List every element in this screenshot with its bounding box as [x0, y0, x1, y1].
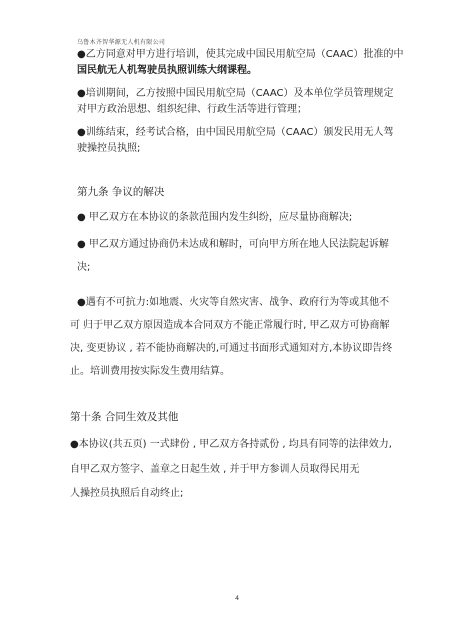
- section-9-line-1: ● 甲乙双方在本协议的条款范围内发生纠纷，应尽量协商解决;: [77, 212, 353, 223]
- section-10-title: 第十条 合同生效及其他: [70, 411, 179, 423]
- page-number: 4: [235, 594, 240, 602]
- section-8-line-3: ●培训期间，乙方按照中国民用航空局（CAAC）及本单位学员管理规定: [77, 88, 394, 99]
- section-9-line-6: 决, 变更协议 , 若不能协商解决的,可通过书面形式通知对方,本协议即告终: [70, 343, 393, 354]
- section-9-line-7: 止。培训费用按实际发生费用结算。: [70, 366, 230, 377]
- section-8-line-5: ●训练结束，经考试合格，由中国民用航空局（CAAC）颁发民用无人驾: [77, 127, 394, 138]
- section-10-line-2: 自甲乙双方签字、盖章之日起生效 , 并于甲方参训人员取得民用无: [70, 464, 360, 475]
- section-10-line-1: ●本协议(共五页) 一式肆份 , 甲乙双方各持贰份 , 均具有同等的法律效力,: [70, 439, 392, 450]
- section-9-line-2: ● 甲乙双方通过协商仍未达成和解时，可向甲方所在地人民法院起诉解: [77, 239, 389, 250]
- section-9-line-3: 决;: [77, 262, 91, 273]
- section-8-line-4: 对甲方政治思想、组织纪律、行政生活等进行管理；: [77, 104, 307, 115]
- section-9-title: 第九条 争议的解决: [77, 186, 165, 198]
- section-8-line-1: ●乙方同意对甲方进行培训，使其完成中国民用航空局（CAAC）批准的中: [77, 49, 404, 60]
- section-10-line-3: 人操控员执照后自动终止;: [70, 488, 184, 499]
- section-9-line-5: 可 归于甲乙双方原因造成本合同双方不能正常履行时, 甲乙双方可协商解: [70, 320, 390, 331]
- section-8-line-6: 驶操控员执照;: [77, 143, 141, 154]
- section-8-line-2: 国民航无人机驾驶员执照训练大纲课程。: [77, 65, 257, 76]
- header-org-name: 乌鲁木齐智华源无人机有限公司: [77, 39, 166, 46]
- section-9-line-4: ●遇有不可抗力:如地震、火灾等自然灾害、战争、政府行为等或其他不: [77, 297, 390, 308]
